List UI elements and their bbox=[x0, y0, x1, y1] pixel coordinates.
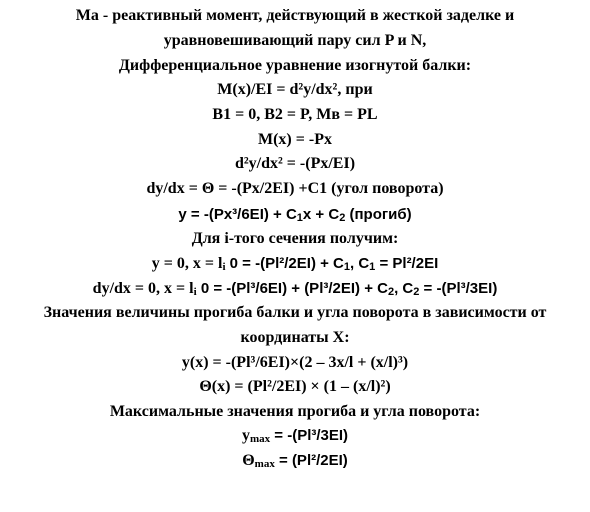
subscript: max bbox=[254, 458, 275, 470]
text-segment: , C bbox=[350, 255, 370, 272]
subscript: i bbox=[193, 286, 197, 298]
text-line-coordinate-x bbox=[0, 328, 590, 348]
text-segment: = -(Pl³/3EI) bbox=[419, 280, 498, 297]
subscript: i bbox=[222, 261, 226, 273]
subscript: 1 bbox=[343, 261, 350, 273]
heading-maximum-values bbox=[0, 402, 590, 422]
formula-moment-curvature bbox=[0, 80, 590, 100]
text-segment: = -(Pl³/3EI) bbox=[270, 427, 349, 444]
formula-max-deflection bbox=[0, 426, 590, 449]
subscript: 1 bbox=[296, 212, 303, 224]
text-content: Θ(x) = (Pl²/2EI) × (1 – (x/l)²) bbox=[199, 378, 391, 395]
text-line-reactive-moment bbox=[0, 6, 590, 26]
text-segment: = (Pl²/2EI) bbox=[274, 452, 348, 469]
text-segment: dy/dx = 0, x = l bbox=[92, 280, 194, 297]
text-segment: y = 0, x = l bbox=[151, 255, 223, 272]
text-content: Ма - реактивный момент, действующий в жесткой заделке и bbox=[75, 7, 515, 24]
text-segment: x + C bbox=[302, 206, 340, 223]
text-content: dy/dx = Θ = -(Px/2EI) +C1 (угол поворота) bbox=[146, 180, 444, 197]
text-segment: 0 = -(Pl³/6EI) + (Pl³/2EI) + C bbox=[196, 280, 388, 297]
subscript: 2 bbox=[413, 286, 420, 298]
text-content: уравновешивающий пару сил P и N, bbox=[163, 32, 427, 49]
text-segment: 0 = -(Pl²/2EI) + C bbox=[225, 255, 344, 272]
formula-rotation-angle bbox=[0, 179, 590, 199]
formula-second-derivative bbox=[0, 154, 590, 174]
subscript: 2 bbox=[339, 212, 346, 224]
text-content: y(x) = -(Pl³/6EI)×(2 – 3x/l + (x/l)³) bbox=[181, 354, 409, 371]
text-content: d²y/dx² = -(Px/EI) bbox=[234, 155, 356, 172]
text-content: B1 = 0, B2 = P, Mв = PL bbox=[212, 106, 378, 123]
text-segment: (прогиб) bbox=[345, 206, 412, 223]
formula-angle-function bbox=[0, 377, 590, 397]
text-segment: , C bbox=[394, 280, 414, 297]
formula-c1-derivation bbox=[0, 254, 590, 277]
text-segment: = Pl²/2EI bbox=[375, 255, 439, 272]
formula-max-angle bbox=[0, 451, 590, 474]
text-content: M(x)/EI = d²y/dx², при bbox=[217, 81, 373, 98]
subscript: max bbox=[249, 433, 271, 445]
formula-deflection bbox=[0, 205, 590, 228]
text-content: Максимальные значения прогиба и угла поворота: bbox=[109, 403, 481, 420]
heading-section-i bbox=[0, 229, 590, 249]
text-content: Для i-того сечения получим: bbox=[191, 230, 399, 247]
subscript: 1 bbox=[369, 261, 376, 273]
text-content: M(x) = -Px bbox=[258, 131, 332, 148]
text-segment: y = -(Px³/6EI) + C bbox=[178, 206, 297, 223]
subscript: 2 bbox=[387, 286, 395, 298]
formula-boundary-values bbox=[0, 105, 590, 125]
text-segment: y bbox=[241, 427, 250, 444]
text-content: Дифференциальное уравнение изогнутой балки: bbox=[118, 57, 472, 74]
formula-deflection-function bbox=[0, 353, 590, 373]
formula-moment bbox=[0, 130, 590, 150]
heading-differential-equation bbox=[0, 56, 590, 76]
text-line-force-pair bbox=[0, 31, 590, 51]
text-line-dependence bbox=[0, 303, 590, 323]
formula-c2-derivation bbox=[0, 279, 590, 302]
text-content: координаты X: bbox=[240, 329, 350, 346]
text-segment: Θ bbox=[242, 452, 255, 469]
text-content: Значения величины прогиба балки и угла поворота в зависимости от bbox=[43, 304, 547, 321]
